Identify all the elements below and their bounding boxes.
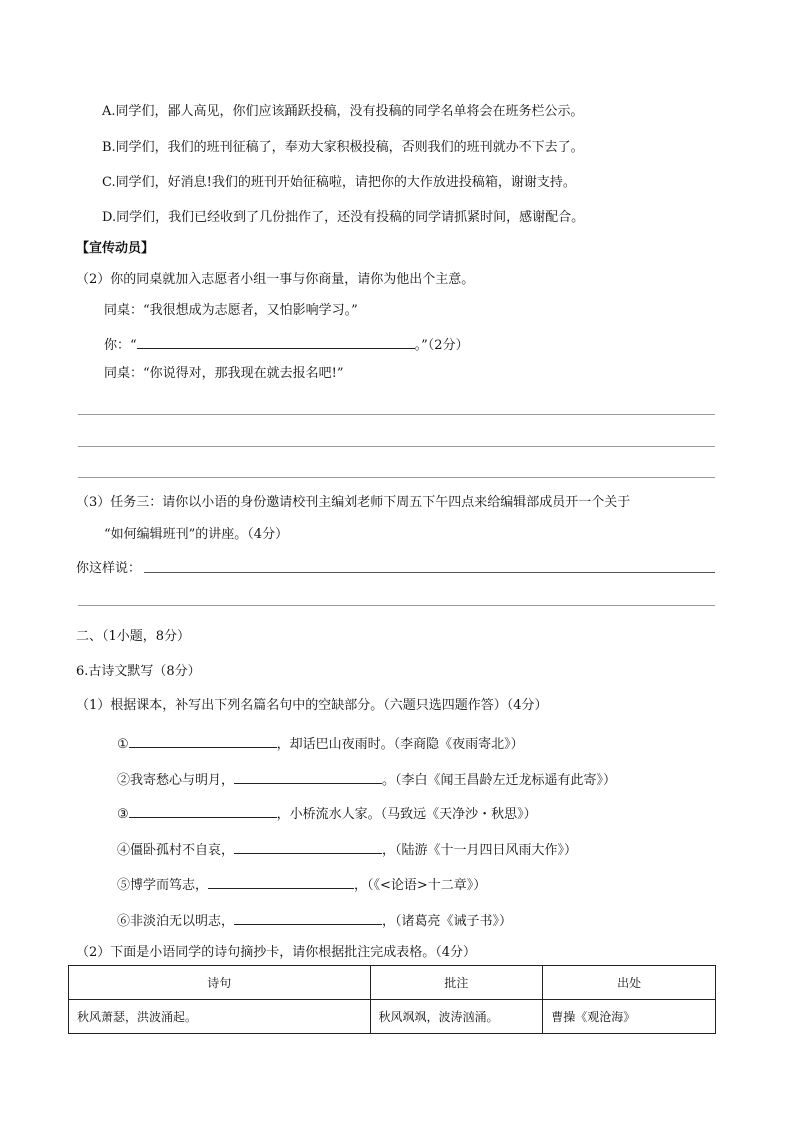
q6-title: 6.古诗文默写（8分） [76, 664, 201, 679]
table-header-note: 批注 [370, 966, 543, 1000]
q3-answer-line[interactable] [144, 572, 715, 573]
q6-item-3-blank[interactable] [129, 803, 277, 818]
q6-item-2-blank[interactable] [234, 769, 382, 784]
option-b: B.同学们，我们的班刊征稿了，奉劝大家积极投稿，否则我们的班刊就办不下去了。 [102, 140, 584, 155]
q2-dialog-3: 同桌：“你说得对，那我现在就去报名吧!” [104, 366, 344, 381]
q6-sub2: （2）下面是小语同学的诗句摘抄卡，请你根据批注完成表格。（4分） [76, 945, 477, 960]
table-header-source: 出处 [543, 966, 716, 1000]
q2-answer-blank[interactable] [137, 334, 415, 349]
q6-item-2-pre: ②我寄愁心与明月， [117, 773, 235, 788]
answer-line-2[interactable] [78, 446, 715, 447]
q6-item-1-post: ，却话巴山夜雨时。（李商隐《夜雨寄北》） [276, 737, 524, 752]
table-row [69, 1000, 716, 1034]
q6-item-1 [117, 733, 524, 754]
q6-item-5-post: ，（《<论语>十二章》） [354, 878, 487, 893]
q6-item-4 [117, 839, 577, 860]
q6-item-4-blank[interactable] [234, 839, 382, 854]
q6-item-4-pre: ④僵卧孤村不自哀， [117, 843, 235, 858]
q6-item-3 [117, 803, 537, 824]
q3-prompt-a: （3）任务三：请你以小语的身份邀请校刊主编刘老师下周五下午四点来给编辑部成员开一个关于 [76, 495, 631, 510]
q2-prompt: （2）你的同桌就加入志愿者小组一事与你商量，请你为他出个主意。 [76, 272, 475, 287]
q6-item-5-pre: ⑤博学而笃志， [117, 878, 209, 893]
q6-item-1-pre: ① [117, 737, 129, 752]
q6-item-6 [117, 910, 512, 931]
q6-item-6-pre: ⑥非淡泊无以明志， [117, 914, 235, 929]
table-header-row [69, 966, 716, 1000]
q2-dialog-2-prefix: 你：“ [104, 338, 137, 353]
q6-item-2-post: 。（李白《闻王昌龄左迁龙标遥有此寄》） [382, 773, 617, 788]
q2-dialog-2-suffix: 。”（2分） [414, 338, 469, 353]
section-promo: 【宣传动员】 [76, 241, 155, 256]
q6-item-1-blank[interactable] [129, 733, 277, 748]
answer-line-3[interactable] [78, 477, 715, 478]
q6-item-5-blank[interactable] [208, 874, 354, 889]
option-c: C.同学们，好消息!我们的班刊开始征稿啦，请把你的大作放进投稿箱，谢谢支持。 [102, 175, 576, 190]
part2-heading: 二、（1小题，8分） [76, 629, 191, 644]
q6-item-5 [117, 874, 486, 895]
q6-item-6-blank[interactable] [234, 910, 382, 925]
q3-prompt-b: “如何编辑班刊”的讲座。（4分） [104, 527, 289, 542]
option-d: D.同学们，我们已经收到了几份拙作了，还没有投稿的同学请抓紧时间，感谢配合。 [102, 210, 585, 225]
excerpt-table [68, 965, 716, 1034]
q2-dialog-2 [104, 334, 469, 355]
table-cell-verse: 秋风萧瑟，洪波涌起。 [69, 1000, 371, 1034]
answer-line-1[interactable] [78, 414, 715, 415]
table-cell-note: 秋风飒飒，波涛汹涌。 [370, 1000, 543, 1034]
q6-item-4-post: ，（陆游《十一月四日风雨大作》） [382, 843, 578, 858]
option-a: A.同学们，鄙人高见，你们应该踊跃投稿，没有投稿的同学名单将会在班务栏公示。 [102, 104, 584, 119]
q6-item-3-pre: ③ [117, 807, 129, 822]
q6-item-6-post: ，（诸葛亮《诫子书》） [382, 914, 513, 929]
q6-item-2 [117, 769, 616, 790]
q2-dialog-1: 同桌：“我很想成为志愿者，又怕影响学习。” [104, 303, 358, 318]
table-cell-source: 曹操《观沧海》 [543, 1000, 716, 1034]
q3-answer-label: 你这样说： [76, 561, 142, 576]
q3-answer-line-2[interactable] [78, 605, 715, 606]
table-header-verse: 诗句 [69, 966, 371, 1000]
q6-sub1: （1）根据课本，补写出下列名篇名句中的空缺部分。（六题只选四题作答）（4分） [76, 698, 548, 713]
q6-item-3-post: ，小桥流水人家。（马致远《天净沙・秋思》） [276, 807, 537, 822]
